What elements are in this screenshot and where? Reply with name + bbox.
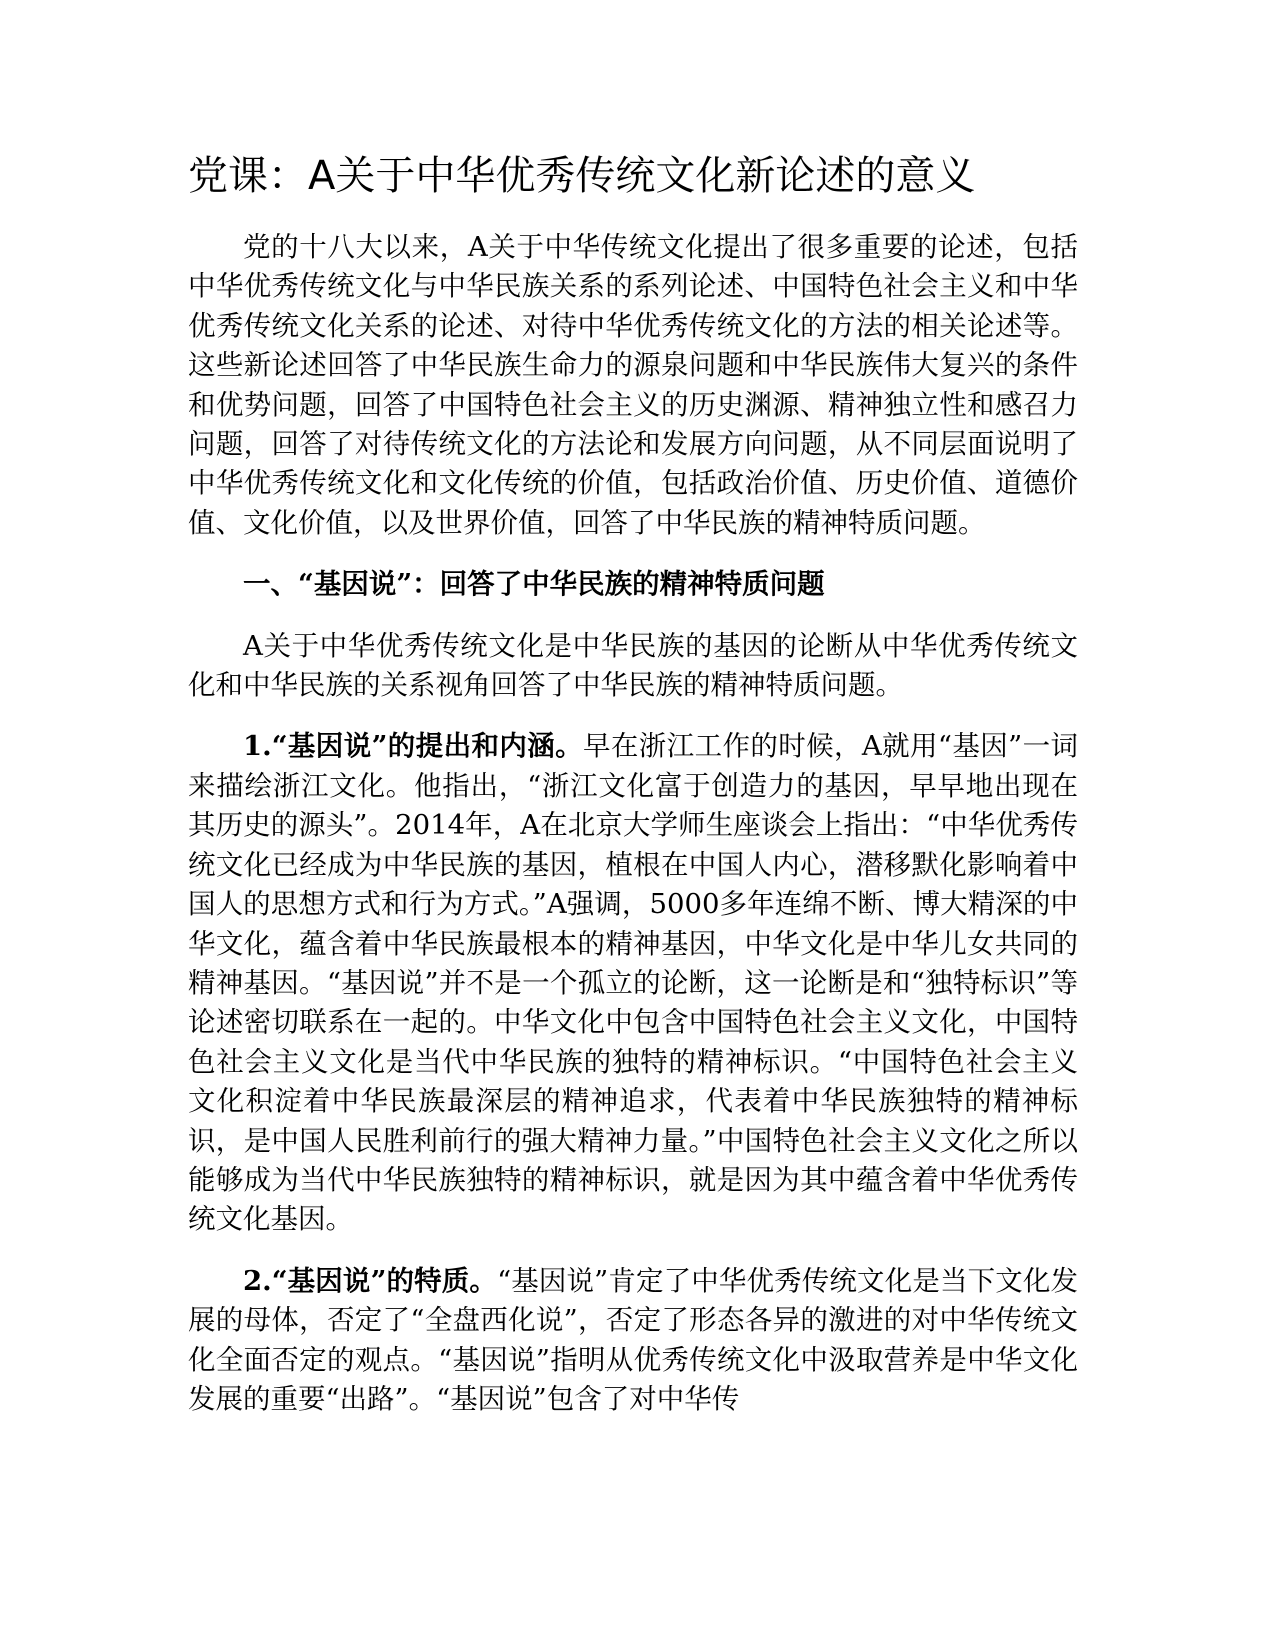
document-page	[188, 150, 1078, 1419]
point-2-lead: 2.“基因说”的特质。	[243, 1264, 498, 1297]
point-2-body: “基因说”肯定了中华优秀传统文化是当下文化发展的母体，否定了“全盘西化说”，否定了形态各异的激进的对中华传统文化全面否定的观点。“基因说”指明从优秀传统文化中汲取营养是中华文化发展的重要“出路”。“基因说”包含了对中华传	[188, 1264, 1079, 1415]
section-summary-paragraph: A关于中华优秀传统文化是中华民族的基因的论断从中华优秀传统文化和中华民族的关系视角回答了中华民族的精神特质问题。	[188, 629, 1078, 702]
point-1-paragraph	[188, 727, 1078, 1239]
point-2-paragraph	[188, 1262, 1078, 1420]
section-heading: 一、“基因说”：回答了中华民族的精神特质问题	[243, 568, 825, 601]
point-1-body: 早在浙江工作的时候，A就用“基因”一词来描绘浙江文化。他指出，“浙江文化富于创造力的基因，早早地出现在其历史的源头”。2014年，A在北京大学师生座谈会上指出：“中华优秀传统文化已经成为中华民族的基因，植根在中国人内心，潜移默化影响着中国人的思想方式和行为方式。”A强调，5000多年连绵不断、博大精深的中华文化，蕴含着中华民族最根本的精神基因，中华文化是中华儿女共同的精神基因。“基因说”并不是一个孤立的论断，这一论断是和“独特标识”等论述密切联系在一起的。中华文化中包含中国特色社会主义文化，中国特色社会主义文化是当代中华民族的独特的精神标识。“中国特色社会主义文化积淀着中华民族最深层的精神追求，代表着中华民族独特的精神标识，是中国人民胜利前行的强大精神力量。”中国特色社会主义文化之所以能够成为当代中华民族独特的精神标识，就是因为其中蕴含着中华优秀传统文化基因。	[188, 730, 1078, 1236]
point-1-lead: 1.“基因说”的提出和内涵。	[243, 730, 584, 763]
page-title: 党课：A关于中华优秀传统文化新论述的意义	[188, 153, 976, 199]
intro-paragraph: 党的十八大以来，A关于中华传统文化提出了很多重要的论述，包括中华优秀传统文化与中华民族关系的系列论述、中国特色社会主义和中华优秀传统文化关系的论述、对待中华优秀传统文化的方法的相关论述等。这些新论述回答了中华民族生命力的源泉问题和中华民族伟大复兴的条件和优势问题，回答了中国特色社会主义的历史渊源、精神独立性和感召力问题，回答了对待传统文化的方法论和发展方向问题，从不同层面说明了中华优秀传统文化和文化传统的价值，包括政治价值、历史价值、道德价值、文化价值，以及世界价值，回答了中华民族的精神特质问题。	[188, 231, 1078, 539]
